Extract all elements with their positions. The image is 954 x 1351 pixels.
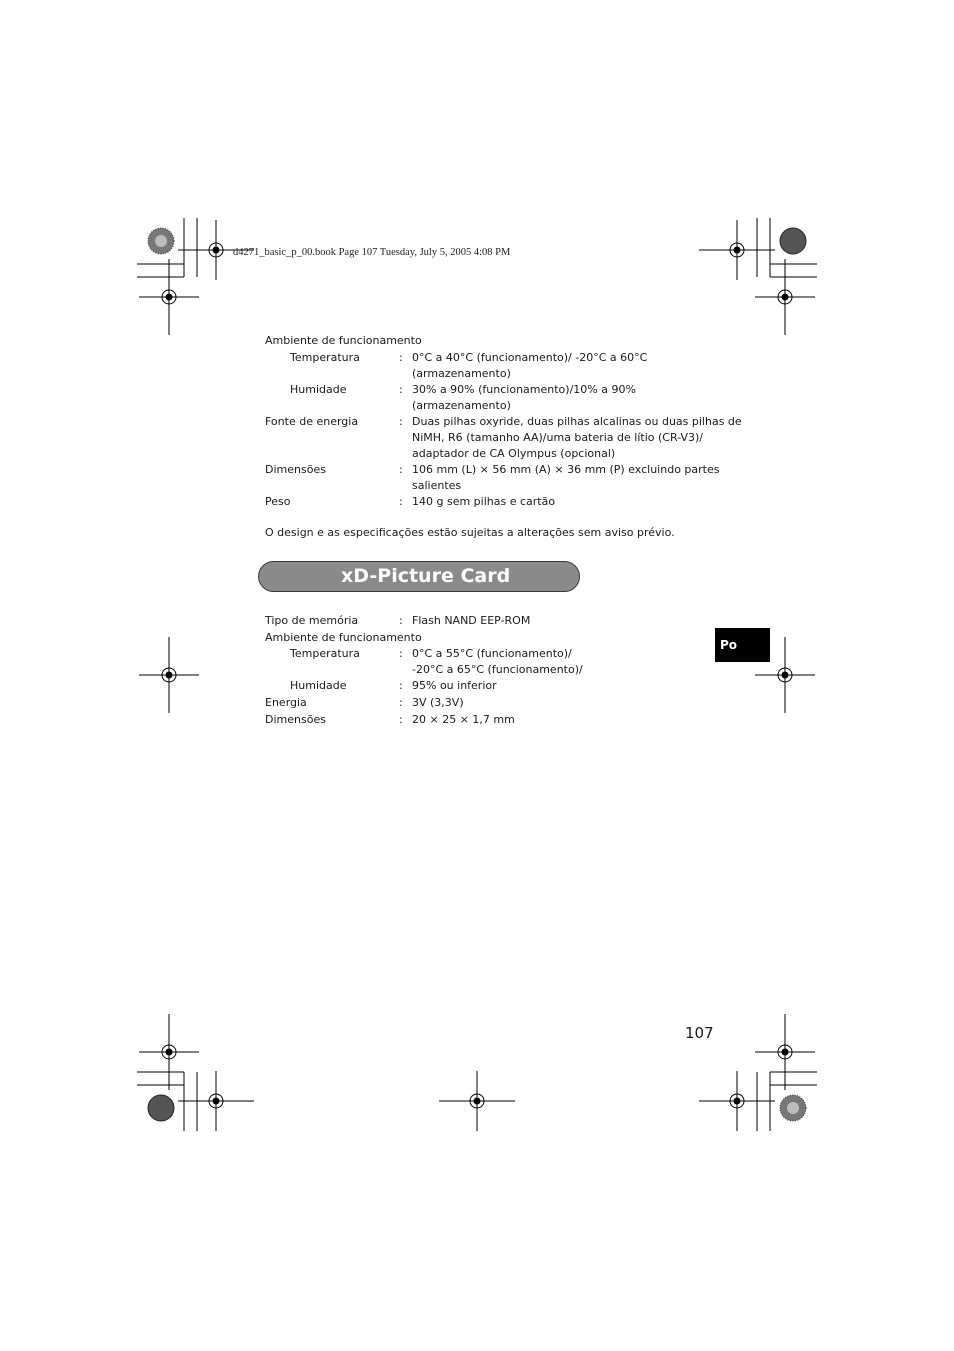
file-info-header: d4271_basic_p_00.book Page 107 Tuesday, July 5, 2005 4:08 PM bbox=[233, 247, 511, 258]
spec-label: Fonte de energia bbox=[265, 415, 359, 428]
spec-value-line: (armazenamento) bbox=[412, 398, 511, 412]
spec-value-line: 30% a 90% (funcionamento)/10% a 90% bbox=[412, 382, 636, 396]
spec-value-line: (armazenamento) bbox=[412, 366, 511, 380]
spec-value-line: Duas pilhas oxyride, duas pilhas alcalinas ou duas pilhas de bbox=[412, 415, 742, 428]
spec-value-line: adaptador de CA Olympus (opcional) bbox=[412, 447, 616, 460]
spec-value bbox=[412, 494, 717, 510]
spec-value-line: 20 × 25 × 1,7 mm bbox=[412, 712, 515, 726]
spec-value bbox=[412, 350, 717, 382]
spec-value bbox=[412, 695, 717, 711]
language-tab: Po bbox=[715, 628, 770, 662]
spec-colon: : bbox=[399, 614, 403, 627]
specs-disclaimer: O design e as especificações estão sujeitas a alterações sem aviso prévio. bbox=[265, 526, 675, 539]
spec-value bbox=[412, 414, 742, 462]
spec-label: Dimensões bbox=[265, 462, 326, 476]
spec-label: Humidade bbox=[290, 679, 347, 693]
spec-label: Energia bbox=[265, 696, 307, 709]
spec-value-line: salientes bbox=[412, 478, 462, 492]
spec-value bbox=[412, 382, 717, 414]
spec-value-line: 95% ou inferior bbox=[412, 679, 497, 693]
spec-colon: : bbox=[399, 415, 403, 428]
spec-value bbox=[412, 646, 717, 678]
spec-value bbox=[412, 462, 720, 494]
spec-label: Ambiente de funcionamento bbox=[265, 630, 422, 644]
page-number: 107 bbox=[685, 1024, 714, 1042]
spec-colon: : bbox=[399, 712, 403, 726]
section-title-banner: xD-Picture Card bbox=[258, 561, 580, 592]
spec-label: Temperatura bbox=[290, 647, 360, 661]
spec-value bbox=[412, 678, 717, 694]
spec-value-line: 3V (3,3V) bbox=[412, 696, 464, 709]
spec-label: Humidade bbox=[290, 382, 347, 396]
spec-colon: : bbox=[399, 647, 403, 661]
spec-value-line: Flash NAND EEP-ROM bbox=[412, 614, 531, 627]
spec-value-line: NiMH, R6 (tamanho AA)/uma bateria de lítio (CR-V3)/ bbox=[412, 431, 704, 444]
spec-colon: : bbox=[399, 495, 403, 508]
spec-value bbox=[412, 613, 717, 629]
spec-value-line: 0°C a 55°C (funcionamento)/ bbox=[412, 647, 572, 661]
spec-label: Dimensões bbox=[265, 712, 326, 726]
spec-colon: : bbox=[399, 350, 403, 364]
spec-label: Ambiente de funcionamento bbox=[265, 334, 422, 347]
spec-label: Peso bbox=[265, 495, 291, 508]
spec-value-line: 106 mm (L) × 56 mm (A) × 36 mm (P) excluindo partes bbox=[412, 462, 720, 476]
spec-colon: : bbox=[399, 679, 403, 693]
spec-colon: : bbox=[399, 696, 403, 709]
spec-label: Temperatura bbox=[290, 350, 360, 364]
spec-value-line: -20°C a 65°C (funcionamento)/ bbox=[412, 663, 583, 677]
spec-value-line: 140 g sem pilhas e cartão bbox=[412, 495, 556, 508]
spec-colon: : bbox=[399, 462, 403, 476]
spec-value bbox=[412, 712, 717, 728]
spec-colon: : bbox=[399, 382, 403, 396]
spec-label: Tipo de memória bbox=[265, 614, 359, 627]
spec-value-line: 0°C a 40°C (funcionamento)/ -20°C a 60°C bbox=[412, 350, 648, 364]
